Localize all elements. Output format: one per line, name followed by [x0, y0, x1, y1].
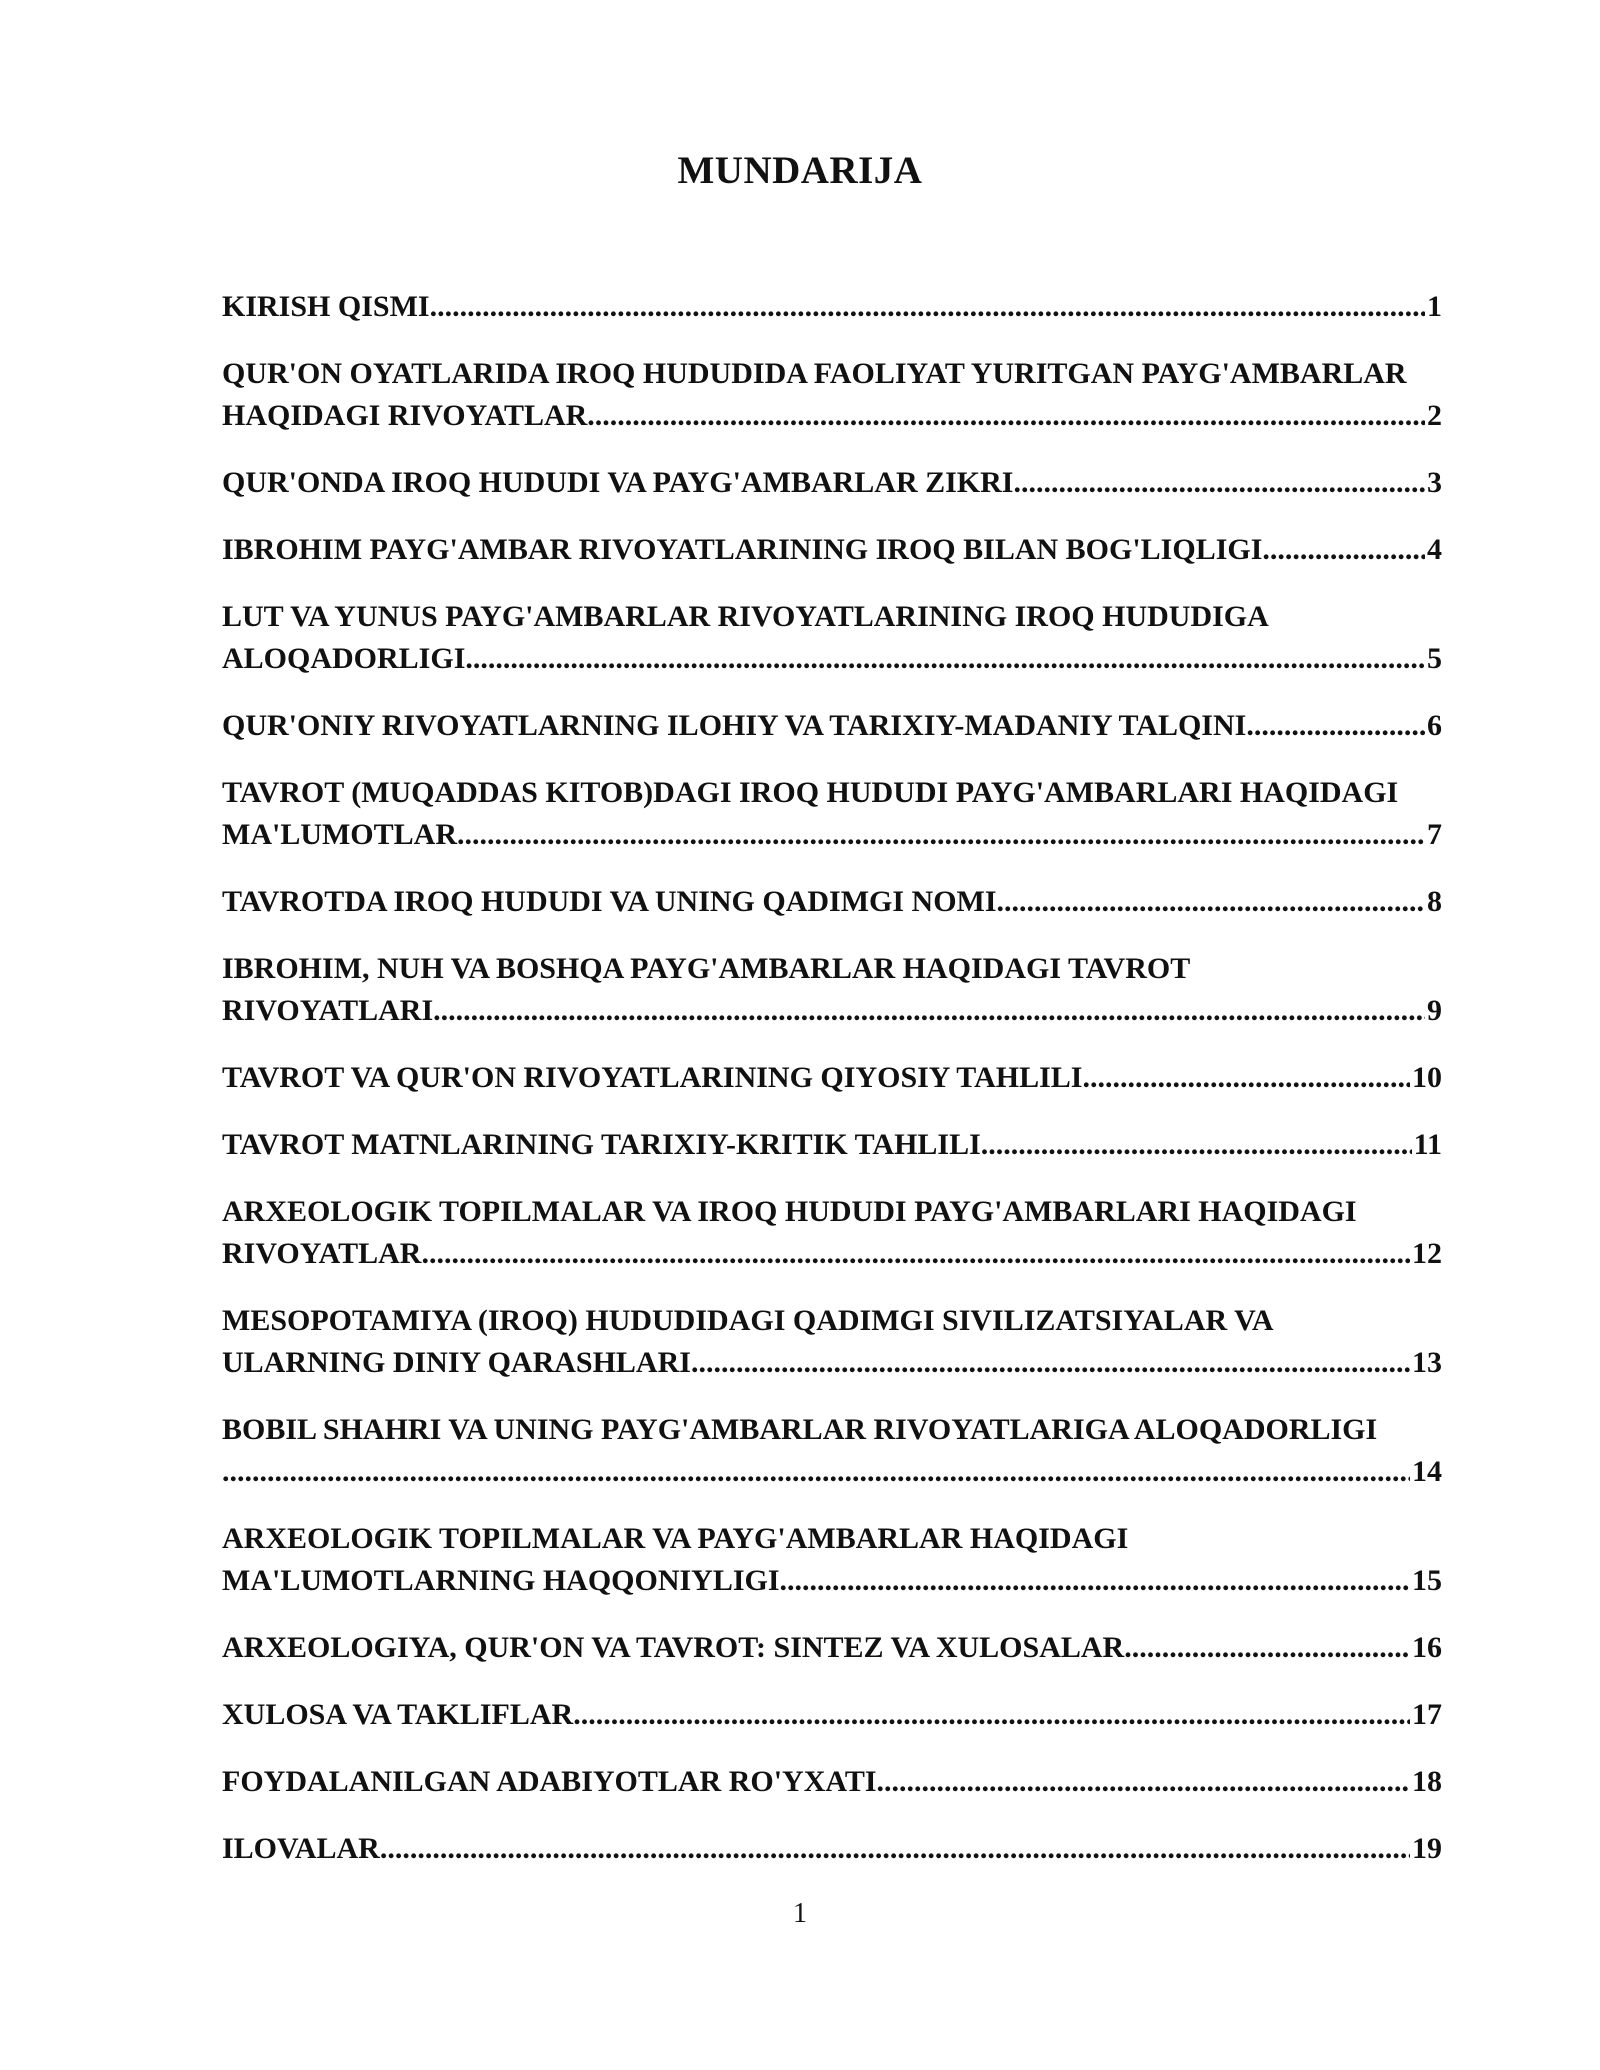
toc-entry-line — [222, 1124, 1442, 1166]
toc-entry-title: XULOSA VA TAKLIFLAR — [222, 1698, 574, 1731]
toc-entry-title: QUR'ONIY RIVOYATLARNING ILOHIY VA TARIXIY-MADANIY TALQINI — [222, 709, 1247, 742]
toc-entry-title-line: TAVROT (MUQADDAS KITOB)DAGI IROQ HUDUDI PAYG'AMBARLARI HAQIDAGI — [222, 776, 1399, 809]
toc-entry[interactable] — [222, 772, 1442, 856]
toc-entry[interactable] — [222, 1627, 1442, 1669]
toc-entry-title: ULARNING DINIY QARASHLARI — [222, 1346, 691, 1379]
toc-entry-title: RIVOYATLARI — [222, 994, 434, 1027]
toc-entry-line — [222, 395, 1442, 437]
dot-leader — [997, 881, 1425, 923]
dot-leader — [691, 1342, 1410, 1384]
toc-entry[interactable] — [222, 1518, 1442, 1602]
toc-entry-line — [222, 1694, 1442, 1736]
toc-entry-title-line: LUT VA YUNUS PAYG'AMBARLAR RIVOYATLARINING IROQ HUDUDIGA — [222, 600, 1269, 633]
toc-entry-title: ARXEOLOGIYA, QUR'ON VA TAVROT: SINTEZ VA XULOSALAR — [222, 1631, 1125, 1664]
toc-entry-line — [222, 638, 1442, 680]
toc-entry[interactable] — [222, 529, 1442, 571]
dot-leader — [433, 990, 1425, 1032]
toc-entry-title-line: MESOPOTAMIYA (IROQ) HUDUDIDAGI QADIMGI SIVILIZATSIYALAR VA — [222, 1304, 1274, 1337]
dot-leader — [380, 1828, 1410, 1870]
dot-leader — [222, 1451, 1410, 1493]
dot-leader — [1246, 705, 1425, 747]
toc-entry-page-number: 19 — [1412, 1832, 1442, 1865]
page-title: MUNDARIJA — [677, 149, 923, 192]
toc-entry-line — [222, 462, 1442, 504]
toc-entry-page-number: 4 — [1427, 533, 1442, 566]
toc-entry[interactable] — [222, 286, 1442, 328]
toc-entry-line — [222, 286, 1442, 328]
toc-entry-title: TAVROTDA IROQ HUDUDI VA UNING QADIMGI NOMI — [222, 885, 997, 918]
dot-leader — [1082, 1057, 1410, 1099]
toc-entry[interactable] — [222, 881, 1442, 923]
toc-entry-line — [222, 990, 1442, 1032]
dot-leader — [981, 1124, 1412, 1166]
toc-entry-page-number: 7 — [1427, 818, 1442, 851]
dot-leader — [421, 1233, 1410, 1275]
dot-leader — [457, 814, 1425, 856]
toc-entry-line — [222, 705, 1442, 747]
dot-leader — [877, 1761, 1410, 1803]
toc-entry[interactable] — [222, 462, 1442, 504]
toc-entry-title-line: IBROHIM, NUH VA BOSHQA PAYG'AMBARLAR HAQIDAGI TAVROT — [222, 952, 1191, 985]
dot-leader — [780, 1560, 1410, 1602]
dot-leader — [1124, 1627, 1410, 1669]
toc-entry-title-line: QUR'ON OYATLARIDA IROQ HUDUDIDA FAOLIYAT YURITGAN PAYG'AMBARLAR — [222, 357, 1407, 390]
toc-entry-page-number: 2 — [1427, 399, 1442, 432]
toc-entry[interactable] — [222, 596, 1442, 680]
toc-entry-title: FOYDALANILGAN ADABIYOTLAR RO'YXATI — [222, 1765, 877, 1798]
toc-entry-page-number: 1 — [1427, 290, 1442, 323]
toc-entry-line — [222, 814, 1442, 856]
toc-entry-title: ALOQADORLIGI — [222, 642, 466, 675]
toc-entry-title: TAVROT VA QUR'ON RIVOYATLARINING QIYOSIY TAHLILI — [222, 1061, 1083, 1094]
toc-entry[interactable] — [222, 1694, 1442, 1736]
toc-entry-line — [222, 1451, 1442, 1493]
toc-entry[interactable] — [222, 1124, 1442, 1166]
toc-entry-line — [222, 1560, 1442, 1602]
toc-entry[interactable] — [222, 1191, 1442, 1275]
toc-entry-line — [222, 1627, 1442, 1669]
dot-leader — [587, 395, 1425, 437]
toc-entry-page-number: 11 — [1413, 1128, 1442, 1161]
toc-entry-page-number: 18 — [1412, 1765, 1442, 1798]
toc-entry-line — [222, 1761, 1442, 1803]
toc-entry-title: MA'LUMOTLARNING HAQQONIYLIGI — [222, 1564, 780, 1597]
toc-entry-title: KIRISH QISMI — [222, 290, 430, 323]
toc-entry-title-line: ARXEOLOGIK TOPILMALAR VA IROQ HUDUDI PAYG'AMBARLARI HAQIDAGI — [222, 1195, 1357, 1228]
toc-entry-page-number: 17 — [1412, 1698, 1442, 1731]
toc-entry-title: QUR'ONDA IROQ HUDUDI VA PAYG'AMBARLAR ZIKRI — [222, 466, 1014, 499]
toc-entry[interactable] — [222, 705, 1442, 747]
page-number: 1 — [793, 1898, 807, 1929]
toc-entry-line — [222, 529, 1442, 571]
toc-entry-title: RIVOYATLAR — [222, 1237, 422, 1270]
toc-entry-title-line: ARXEOLOGIK TOPILMALAR VA PAYG'AMBARLAR HAQIDAGI — [222, 1522, 1129, 1555]
toc-entry[interactable] — [222, 353, 1442, 437]
toc-entry[interactable] — [222, 1300, 1442, 1384]
toc-entry[interactable] — [222, 1761, 1442, 1803]
dot-leader — [465, 638, 1425, 680]
dot-leader — [1262, 529, 1425, 571]
dot-leader — [1013, 462, 1425, 504]
toc-entry-line — [222, 1233, 1442, 1275]
dot-leader — [573, 1694, 1410, 1736]
toc-entry-line — [222, 1342, 1442, 1384]
toc-entry[interactable] — [222, 1828, 1442, 1870]
toc-entry-page-number: 12 — [1412, 1237, 1442, 1270]
toc-entry-page-number: 9 — [1427, 994, 1442, 1027]
toc-entry[interactable] — [222, 1057, 1442, 1099]
toc-entry-line — [222, 1057, 1442, 1099]
toc-entry[interactable] — [222, 1409, 1442, 1493]
toc-entry-title-line: BOBIL SHAHRI VA UNING PAYG'AMBARLAR RIVOYATLARIGA ALOQADORLIGI — [222, 1413, 1378, 1446]
toc-entry-page-number: 6 — [1427, 709, 1442, 742]
dot-leader — [430, 286, 1425, 328]
toc-entry-page-number: 14 — [1412, 1455, 1442, 1488]
toc-entry-title: IBROHIM PAYG'AMBAR RIVOYATLARINING IROQ BILAN BOG'LIQLIGI — [222, 533, 1263, 566]
toc-entry-title: HAQIDAGI RIVOYATLAR — [222, 399, 588, 432]
toc-entry-page-number: 3 — [1427, 466, 1442, 499]
toc-entry[interactable] — [222, 948, 1442, 1032]
toc-entry-title: MA'LUMOTLAR — [222, 818, 457, 851]
toc-entry-page-number: 10 — [1412, 1061, 1442, 1094]
toc-entry-line — [222, 1828, 1442, 1870]
toc-entry-page-number: 8 — [1427, 885, 1442, 918]
toc-entry-page-number: 13 — [1412, 1346, 1442, 1379]
toc-entry-line — [222, 881, 1442, 923]
table-of-contents — [222, 286, 1442, 1895]
toc-entry-page-number: 16 — [1412, 1631, 1442, 1664]
toc-entry-page-number: 15 — [1412, 1564, 1442, 1597]
toc-entry-title: ILOVALAR — [222, 1832, 380, 1865]
toc-entry-page-number: 5 — [1427, 642, 1442, 675]
toc-entry-title: TAVROT MATNLARINING TARIXIY-KRITIK TAHLILI — [222, 1128, 981, 1161]
